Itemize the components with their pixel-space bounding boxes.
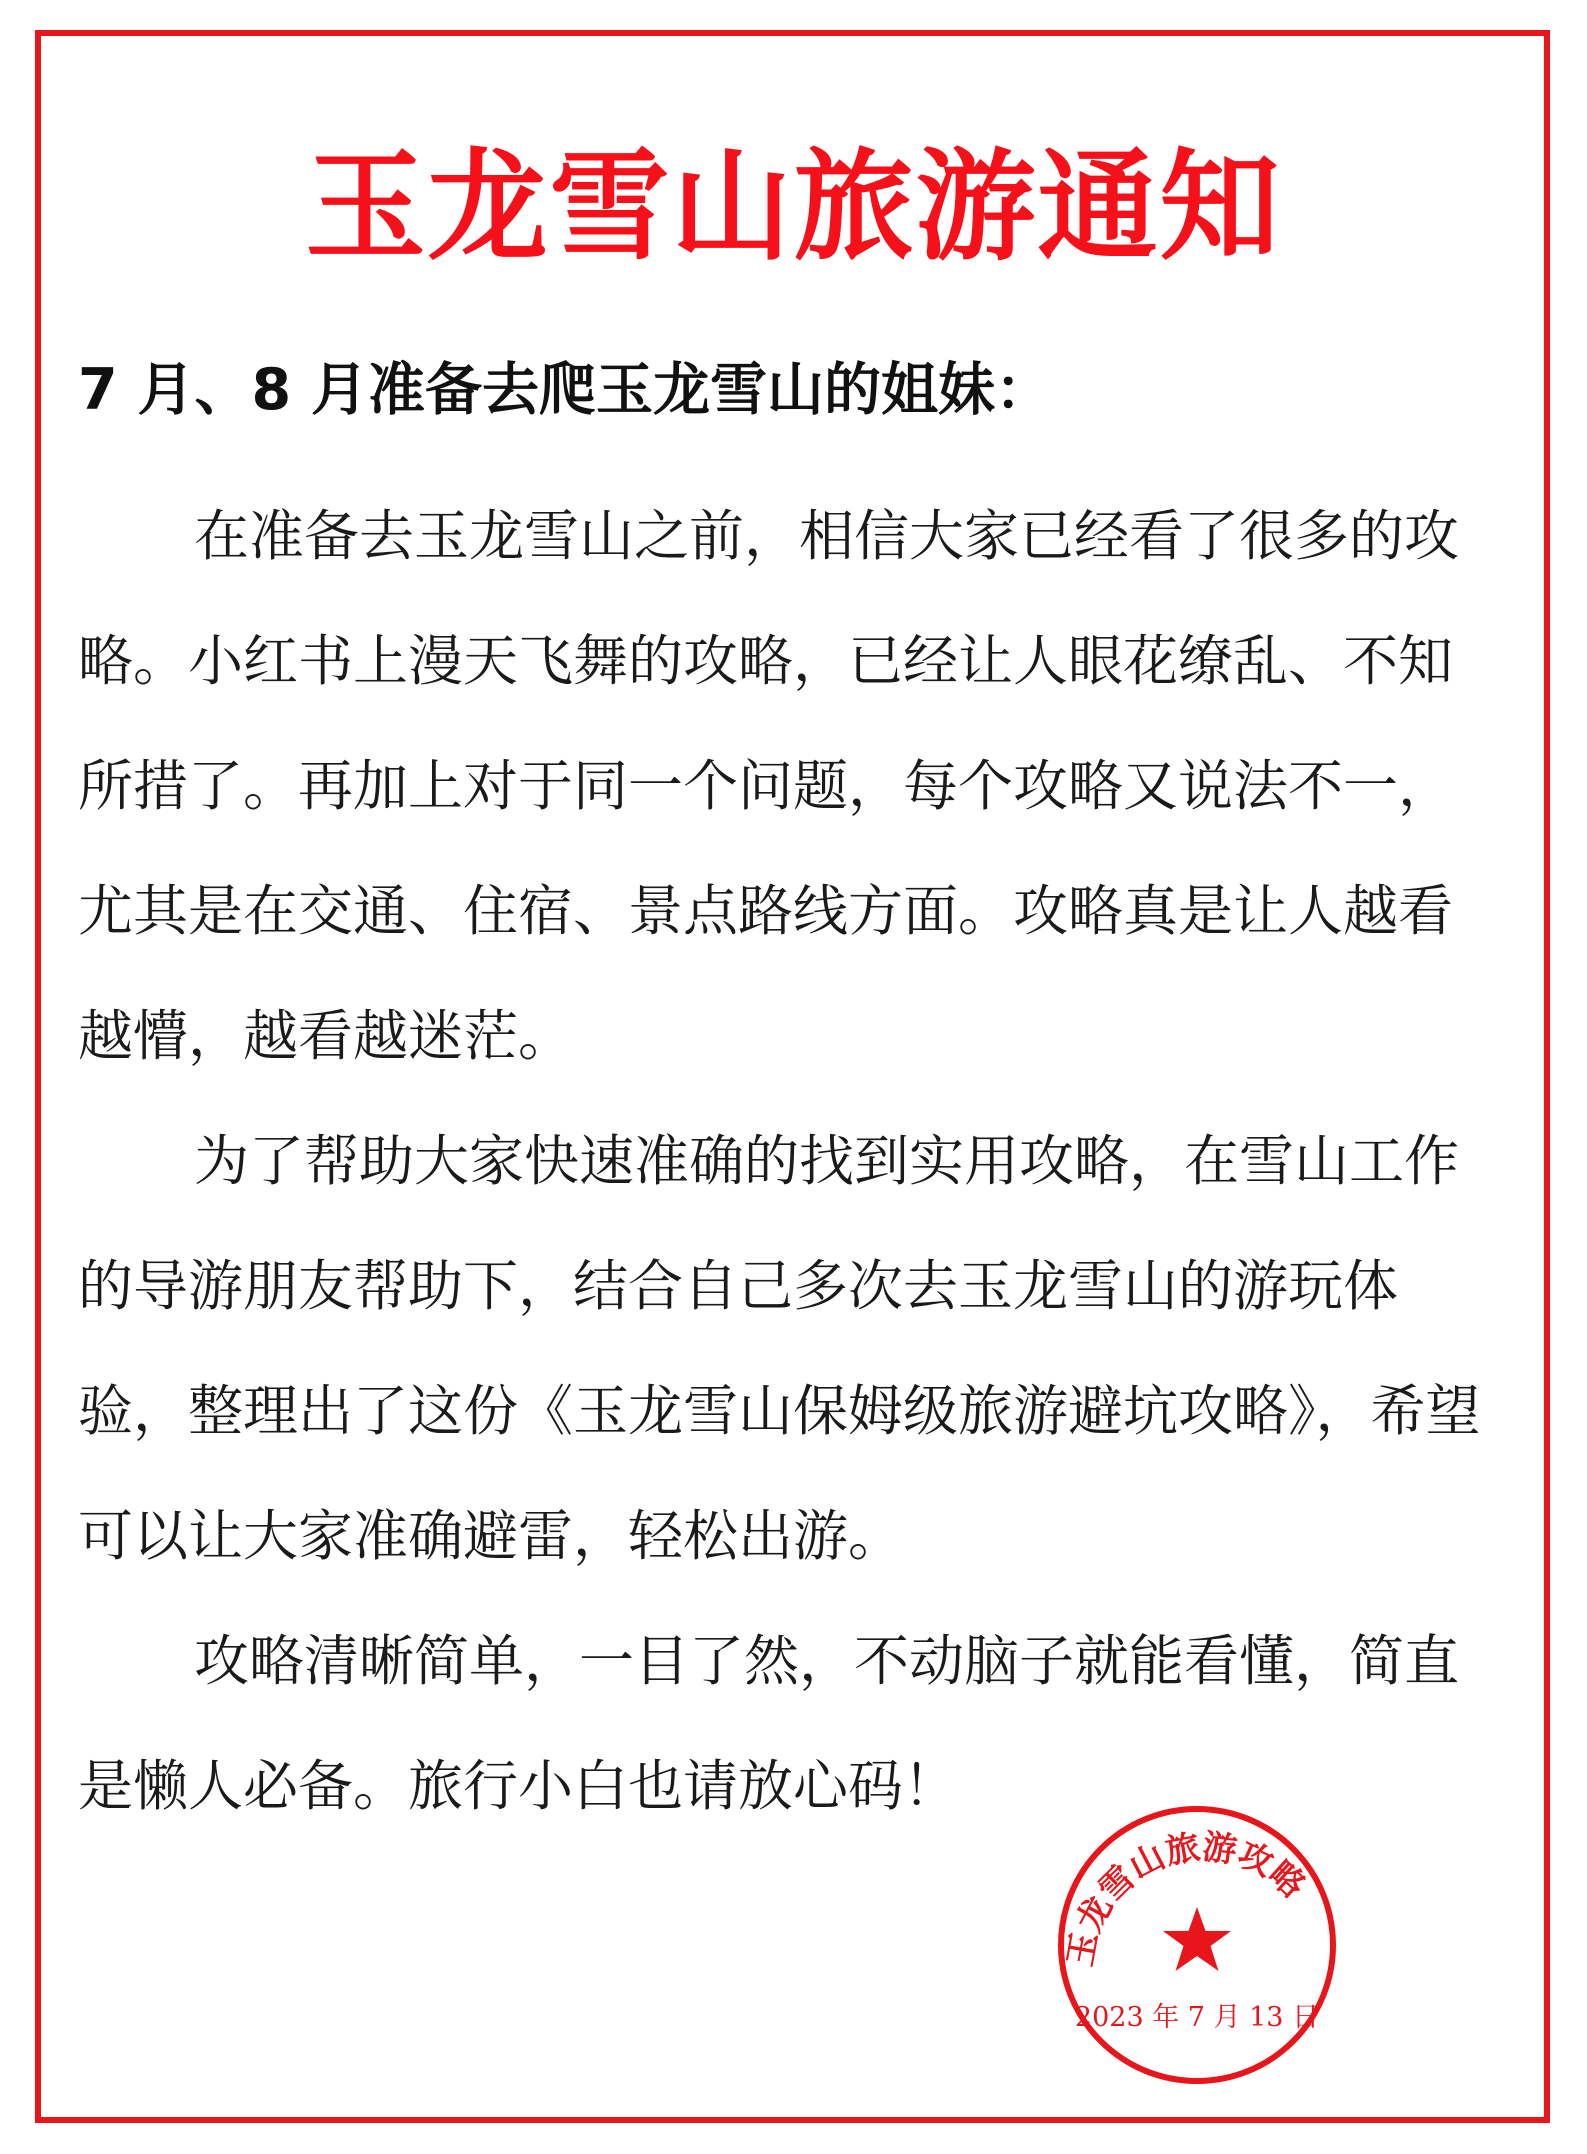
notice-body: [78, 474, 1488, 1849]
notice-title: 玉龙雪山旅游通知: [305, 138, 1282, 277]
seal-arc-text: 玉龙雪山旅游攻略: [1060, 1827, 1313, 1970]
seal-date: 2023 年 7 月 13 日: [1074, 2002, 1320, 2033]
greeting-line: 7 月、8 月准备去爬玉龙雪山的姐妹：: [78, 357, 1053, 423]
paragraph-3: 攻略清晰简单，一目了然，不动脑子就能看懂，简直是懒人必备。旅行小白也请放心码！: [78, 1629, 1460, 1818]
paragraph-2: 为了帮助大家快速准确的找到实用攻略，在雪山工作的导游朋友帮助下，结合自己多次去玉龙雪山的游玩体验，整理出了这份《玉龙雪山保姆级旅游避坑攻略》，希望可以让大家准确避雷，轻松出游。: [78, 1129, 1481, 1568]
paragraph-1: 在准备去玉龙雪山之前，相信大家已经看了很多的攻略。小红书上漫天飞舞的攻略，已经让人眼花缭乱、不知所措了。再加上对于同一个问题，每个攻略又说法不一，尤其是在交通、住宿、景点路线方面。攻略真是让人越看越懵，越看越迷茫。: [78, 504, 1460, 1068]
star-icon: [1163, 1907, 1231, 1971]
official-seal: [1052, 1800, 1342, 2090]
